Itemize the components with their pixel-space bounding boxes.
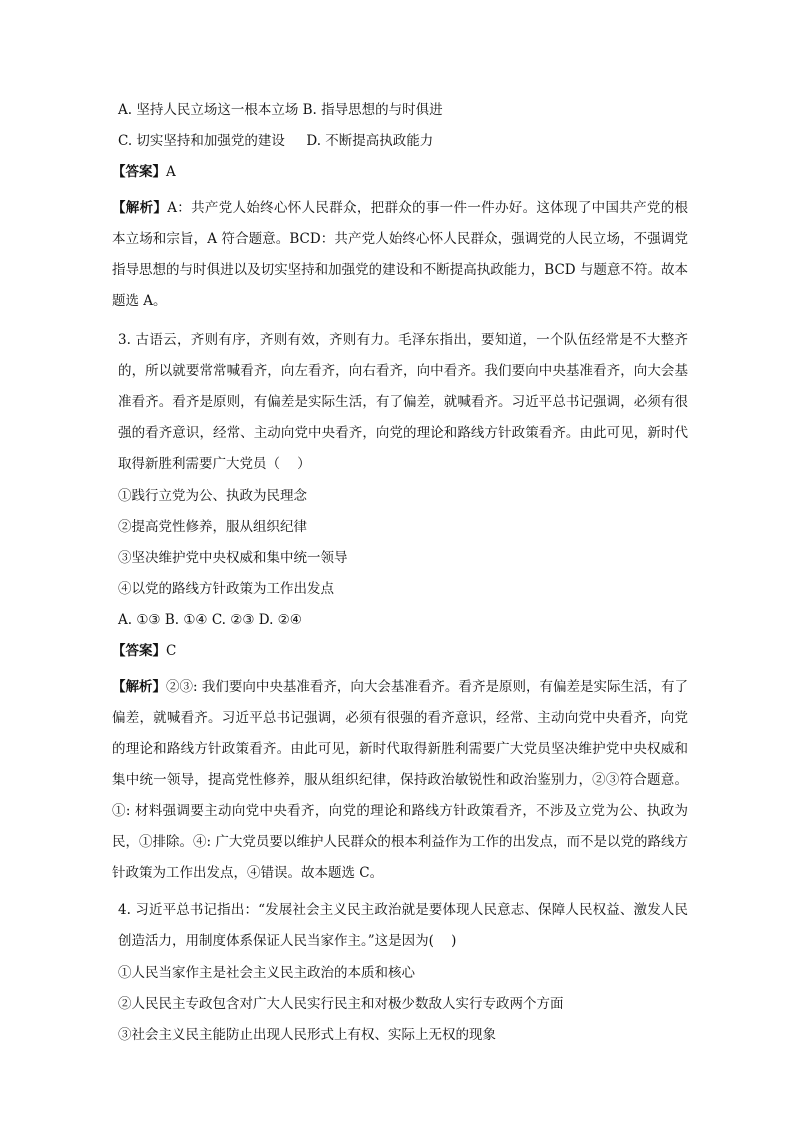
q2-options-line-1: A. 坚持人民立场这一根本立场 B. 指导思想的与时俱进 <box>118 102 443 118</box>
question-2-remainder <box>112 100 689 317</box>
q2-analysis-text: A：共产党人始终心怀人民群众，把群众的事一件一件办好。这体现了中国共产党的根本立场和宗旨，A 符合题意。BCD：共产党人始终心怀人民群众，强调党的人民立场，不强调党指导思想的与时俱进以及切实坚持和加强党的建设和不断提高执政能力，BCD 与题意不符。故本题选 A。 <box>112 200 689 309</box>
q2-analysis-label: 【解析】 <box>112 200 168 216</box>
q4-item-2: ②人民民主专政包含对广大人民实行民主和对极少数敌人实行专政两个方面 <box>118 996 564 1012</box>
q3-analysis <box>112 672 688 889</box>
question-4 <box>118 895 688 1046</box>
question-3 <box>112 325 688 889</box>
q2-answer-value: A <box>166 164 176 180</box>
q4-stem: 4. 习近平总书记指出：“发展社会主义民主政治就是要体现人民意志、保障人民权益、激发人民创造活力，用制度体系保证人民当家作主。”这是因为( ) <box>118 902 688 949</box>
q3-analysis-text: ②③: 我们要向中央基准看齐，向大会基准看齐。看齐是原则，有偏差是实际生活，有了偏差，就喊看齐。习近平总书记强调，必须有很强的看齐意识，经常、主动向党中央看齐，向党的理论和路线方针政策看齐。由此可见，新时代取得新胜利需要广大党员坚决维护党中央权威和集中统一领导，提高党性修养，服从组织纪律，保持政治敏锐性和政治鉴别力，②③符合题意。①: 材料强调要主动向党中央看齐，向党的理论和路线方针政策看齐，不涉及立党为公、执政为民，①排除。④: 广大党员要以维护人民群众的根本利益作为工作的出发点，而不是以党的路线方针政策为工作出发点，④错误。故本题选 C。 <box>112 679 688 881</box>
q3-answer-label: 【答案】 <box>112 643 166 659</box>
q2-options-line-2: C. 切实坚持和加强党的建设 D. 不断提高执政能力 <box>118 133 434 149</box>
q3-answer <box>112 641 688 662</box>
q2-answer-label: 【答案】 <box>112 164 166 180</box>
q3-item-4: ④以党的路线方针政策为工作出发点 <box>118 581 334 597</box>
q3-item-2: ②提高党性修养，服从组织纪律 <box>118 519 307 535</box>
q3-answer-value: C <box>166 643 177 659</box>
page-content <box>112 100 689 1056</box>
q4-item-3: ③社会主义民主能防止出现人民形式上有权、实际上无权的现象 <box>118 1027 496 1043</box>
q3-item-1: ①践行立党为公、执政为民理念 <box>118 488 307 504</box>
q4-item-1: ①人民当家作主是社会主义民主政治的本质和核心 <box>118 965 415 981</box>
q3-item-3: ③坚决维护党中央权威和集中统一领导 <box>118 550 348 566</box>
q3-options: A. ①③ B. ①④ C. ②③ D. ②④ <box>118 612 302 628</box>
q3-analysis-label: 【解析】 <box>112 679 167 695</box>
q3-stem: 3. 古语云，齐则有序，齐则有效，齐则有力。毛泽东指出，要知道，一个队伍经常是不大整齐的，所以就要常常喊看齐，向左看齐，向右看齐，向中看齐。我们要向中央基准看齐，向大会基准看齐。看齐是原则，有偏差是实际生活，有了偏差，就喊看齐。习近平总书记强调，必须有很强的看齐意识，经常、主动向党中央看齐，向党的理论和路线方针政策看齐。由此可见，新时代取得新胜利需要广大党员（ ） <box>118 332 688 472</box>
q2-analysis <box>112 193 688 317</box>
q2-answer <box>112 162 688 183</box>
